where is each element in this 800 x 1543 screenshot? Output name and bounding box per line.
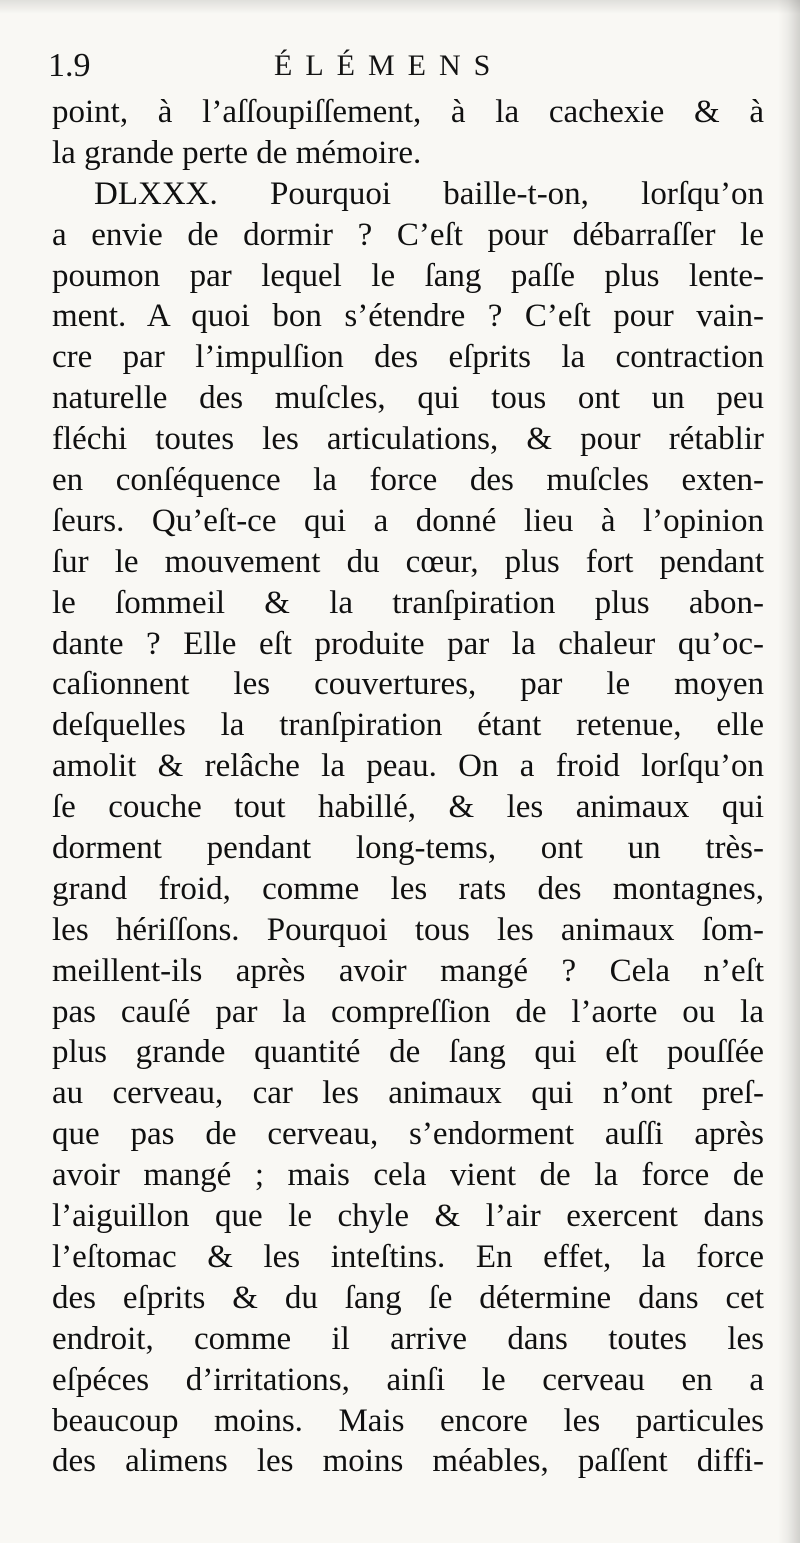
text-line: amolit & relâche la peau. On a froid lorſqu’on xyxy=(52,748,764,785)
running-head xyxy=(46,46,766,86)
text-line: poumon par lequel le ſang paſſe plus lente- xyxy=(52,257,764,294)
text-line: endroit, comme il arrive dans toutes les xyxy=(52,1320,764,1357)
text-line: meillent-ils après avoir mangé ? Cela n’eſt xyxy=(52,952,764,989)
text-line: l’aiguillon que le chyle & l’air exercent dans xyxy=(52,1198,764,1235)
text-line: point, à l’aſſoupiſſement, à la cachexie & à xyxy=(52,94,764,130)
text-line: naturelle des muſcles, qui tous ont un peu xyxy=(52,380,764,417)
text-line: caſionnent les couvertures, par le moyen xyxy=(52,666,764,703)
running-title: ÉLÉMENS xyxy=(274,49,504,82)
text-line: deſquelles la tranſpiration étant retenue, elle xyxy=(52,707,764,744)
page-top-shadow xyxy=(0,0,800,14)
text-line: les hériſſons. Pourquoi tous les animaux ſom- xyxy=(52,911,764,948)
text-line: ment. A quoi bon s’étendre ? C’eſt pour vain- xyxy=(52,298,764,335)
text-line: l’eſtomac & les inteſtins. En effet, la force xyxy=(52,1238,764,1275)
text-line: en conſéquence la force des muſcles exten- xyxy=(52,462,764,499)
text-line: le ſommeil & la tranſpiration plus abon- xyxy=(52,584,764,621)
text-line: pas cauſé par la compreſſion de l’aorte ou la xyxy=(52,993,764,1030)
page-edge-shadow xyxy=(778,0,800,1543)
text-line: ſur le mouvement du cœur, plus fort pendant xyxy=(52,543,764,580)
text-line: ſe couche tout habillé, & les animaux qui xyxy=(52,789,764,826)
text-line: plus grande quantité de ſang qui eſt pouſſée xyxy=(52,1034,764,1071)
text-line: au cerveau, car les animaux qui n’ont preſ- xyxy=(52,1075,764,1112)
page-number: 1.9 xyxy=(48,47,91,84)
body-text xyxy=(52,92,764,1482)
text-line: ſeurs. Qu’eſt-ce qui a donné lieu à l’opinion xyxy=(52,502,764,539)
text-line: a envie de dormir ? C’eſt pour débarraſſer le xyxy=(52,216,764,253)
text-line: dorment pendant long-tems, ont un très- xyxy=(52,830,764,867)
text-line: beaucoup moins. Mais encore les particules xyxy=(52,1402,764,1439)
text-line: eſpéces d’irritations, ainſi le cerveau en a xyxy=(52,1361,764,1398)
text-line: avoir mangé ; mais cela vient de la force de xyxy=(52,1157,764,1194)
text-line: la grande perte de mémoire. xyxy=(52,134,422,171)
text-line: cre par l’impulſion des eſprits la contraction xyxy=(52,339,764,376)
text-line: DLXXX. Pourquoi baille-t-on, lorſqu’on xyxy=(94,175,764,212)
text-line: grand froid, comme les rats des montagnes, xyxy=(52,870,764,907)
text-line: dante ? Elle eſt produite par la chaleur qu’oc- xyxy=(52,625,764,662)
text-line: des eſprits & du ſang ſe détermine dans cet xyxy=(52,1279,764,1316)
text-line: que pas de cerveau, s’endorment auſſi après xyxy=(52,1116,764,1153)
text-line: fléchi toutes les articulations, & pour rétablir xyxy=(52,421,764,458)
text-line: des alimens les moins méables, paſſent diffi- xyxy=(52,1443,764,1480)
